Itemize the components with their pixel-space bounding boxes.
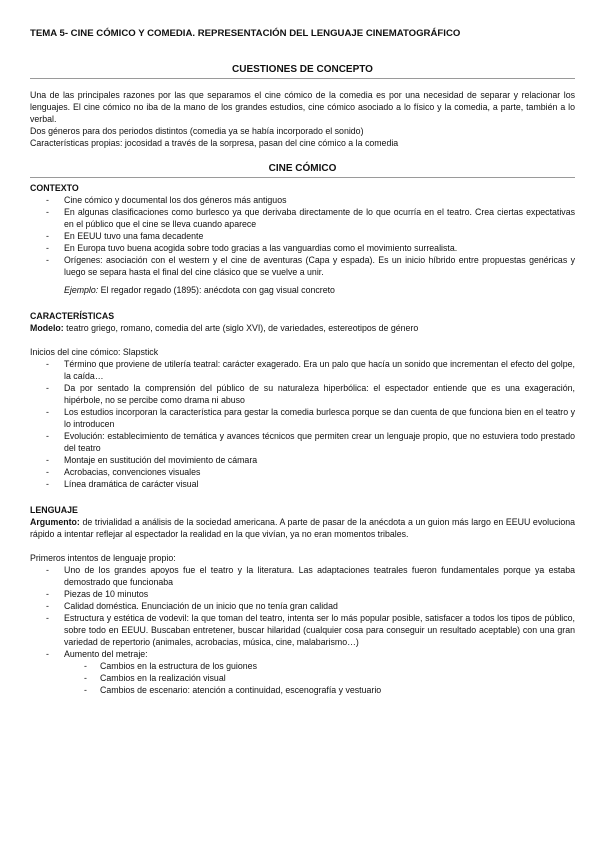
list-item: - Evolución: establecimiento de temática y avances técnicos que permiten crear un lenguaje propio, que no estuviera todo prestado del teatro bbox=[64, 430, 575, 454]
divider bbox=[30, 177, 575, 178]
list-item: - Acrobacias, convenciones visuales bbox=[64, 466, 575, 478]
list-item: - Calidad doméstica. Enunciación de un inicio que no tenía gran calidad bbox=[64, 600, 575, 612]
lenguaje-list bbox=[30, 564, 575, 696]
list-item: - Da por sentado la comprensión del público de su naturaleza hiperbólica: el espectador entiende que es una exageración, hipérbole, no se percibe como drama ni abuso bbox=[64, 382, 575, 406]
caracteristicas-list bbox=[30, 358, 575, 490]
metraje-sublist bbox=[64, 660, 575, 696]
inicios-line: Inicios del cine cómico: Slapstick bbox=[30, 347, 159, 357]
argumento-text: de trivialidad a análisis de la sociedad americana. A parte de pasar de la anécdota a un guion más largo en EEUU evoluciona rápido a intentar reflejar al espectador la realidad en la que vivían, ya no eran momentos tribales. bbox=[30, 517, 575, 539]
list-item: - Estructura y estética de vodevil: la que toman del teatro, intenta ser lo más popular posible, satisfacer a todos los tipos de público, sobre todo en EEUU. Buscaban entretener, buscar hilaridad (cualquier cosa para conseguir un resultado aceptable) con una gran variedad de repertorio (animales, acrobacias, música, cine, malabarismo…) bbox=[64, 612, 575, 648]
document-title: TEMA 5- CINE CÓMICO Y COMEDIA. REPRESENTACIÓN DEL LENGUAJE CINEMATOGRÁFICO bbox=[30, 28, 461, 39]
document-page bbox=[30, 28, 575, 696]
list-item: - En algunas clasificaciones como burlesco ya que derivaba directamente de lo que ocurría en el teatro. Crea ciertas expectativas en el público que el cine se lleva cuando aparece bbox=[64, 206, 575, 230]
list-item: - Orígenes: asociación con el western y el cine de aventuras (Capa y espada). Es un inicio híbrido entre propuestas genéricas y luego se separa hasta el final del cine clásico que se vuelve a unir. bbox=[64, 254, 575, 278]
paragraph: Una de las principales razones por las que separamos el cine cómico de la comedia es por una necesidad de separar y relacionar los lenguajes. El cine cómico no iba de la mano de los grandes estudios, cine cómico asociado a lo físico y la comedia, a parte, también a lo verbal. bbox=[30, 90, 575, 124]
list-item: - Cine cómico y documental los dos géneros más antiguos bbox=[64, 194, 575, 206]
divider bbox=[30, 78, 575, 79]
list-item: - Los estudios incorporan la característica para gestar la comedia burlesca porque se dan cuenta de que funciona bien en el teatro y lo introducen bbox=[64, 406, 575, 430]
list-item: - Montaje en sustitución del movimiento de cámara bbox=[64, 454, 575, 466]
paragraph: Dos géneros para dos periodos distintos (comedia ya se había incorporado el sonido) bbox=[30, 126, 364, 136]
example-label: Ejemplo: bbox=[64, 285, 99, 295]
modelo-line bbox=[30, 322, 575, 334]
list-item: - En EEUU tuvo una fama decadente bbox=[64, 230, 575, 242]
example-line bbox=[30, 284, 575, 296]
argumento-line bbox=[30, 516, 575, 540]
paragraph: Características propias: jocosidad a través de la sorpresa, pasan del cine cómico a la comedia bbox=[30, 138, 399, 148]
list-item: - Término que proviene de utilería teatral: carácter exagerado. Era un palo que hacía un sonido que incrementan el efecto del golpe, la caída… bbox=[64, 358, 575, 382]
sub-list-item: - Cambios en la estructura de los guiones bbox=[100, 660, 575, 672]
example-text: El regador regado (1895): anécdota con gag visual concreto bbox=[98, 285, 335, 295]
list-item: - En Europa tuvo buena acogida sobre todo gracias a las vanguardias como el movimiento surrealista. bbox=[64, 242, 575, 254]
list-item: - Línea dramática de carácter visual bbox=[64, 478, 575, 490]
section-heading-caracteristicas: CARACTERÍSTICAS bbox=[30, 311, 115, 321]
modelo-text: teatro griego, romano, comedia del arte (siglo XVI), de variedades, estereotipos de género bbox=[63, 323, 419, 333]
heading-cuestiones: CUESTIONES DE CONCEPTO bbox=[232, 64, 373, 75]
heading-cine-comico: CINE CÓMICO bbox=[268, 163, 337, 174]
sub-list-item: - Cambios en la realización visual bbox=[100, 672, 575, 684]
metraje-label: Aumento del metraje: bbox=[64, 649, 148, 659]
primeros-line: Primeros intentos de lenguaje propio: bbox=[30, 553, 176, 563]
list-item: - Uno de los grandes apoyos fue el teatro y la literatura. Las adaptaciones teatrales fueron fundamentales porque ya estaba demostrado que funcionaba bbox=[64, 564, 575, 588]
list-item: - Piezas de 10 minutos bbox=[64, 588, 575, 600]
list-item bbox=[64, 648, 575, 696]
section-heading-contexto: CONTEXTO bbox=[30, 183, 79, 193]
modelo-label: Modelo: bbox=[30, 323, 64, 333]
contexto-list bbox=[30, 194, 575, 278]
sub-list-item: - Cambios de escenario: atención a continuidad, escenografía y vestuario bbox=[100, 684, 575, 696]
argumento-label: Argumento: bbox=[30, 517, 80, 527]
section-heading-lenguaje: LENGUAJE bbox=[30, 505, 78, 515]
